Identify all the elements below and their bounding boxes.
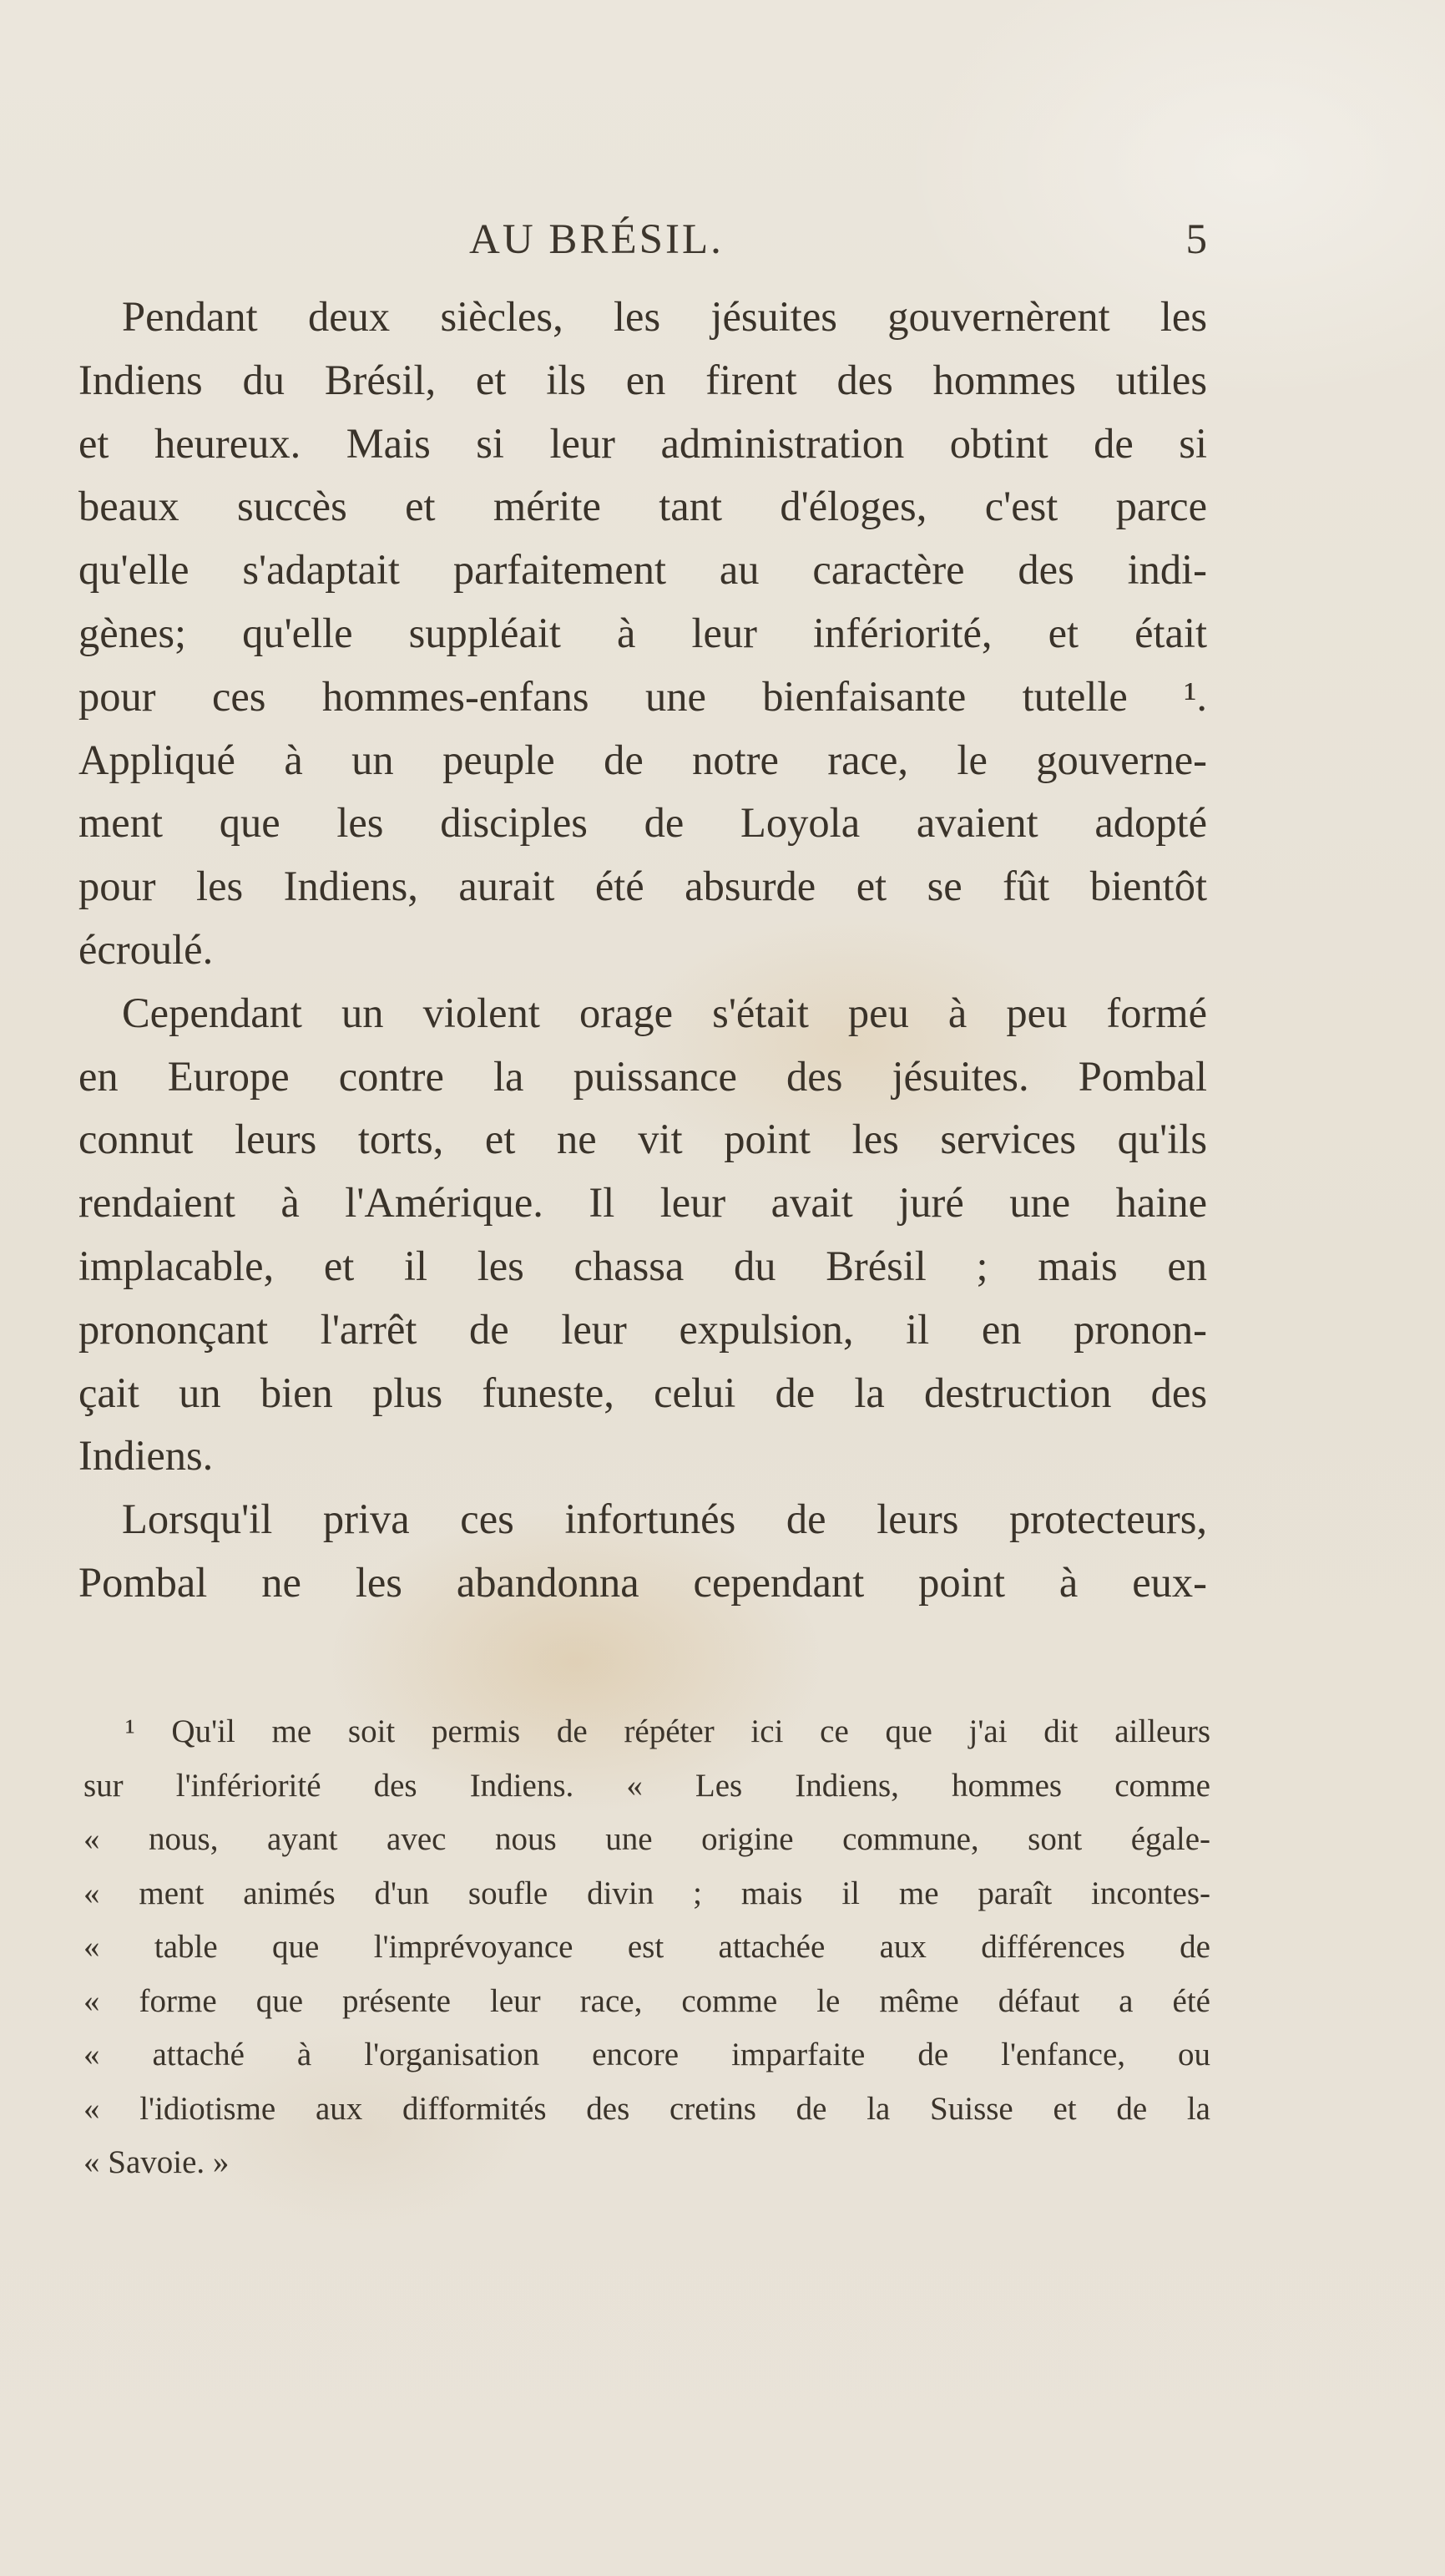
footnote: [83, 1705, 1210, 2190]
text-line: et heureux. Mais si leur administration obtint de si: [78, 419, 1207, 467]
text-line: Appliqué à un peuple de notre race, le gouverne-: [78, 736, 1207, 783]
footnote-line: ¹ Qu'il me soit permis de répéter ici ce que j'ai dit ailleurs: [125, 1713, 1210, 1749]
text-line: Pendant deux siècles, les jésuites gouvernèrent les: [122, 293, 1207, 340]
footnote-line: sur l'infériorité des Indiens. « Les Indiens, hommes comme: [83, 1767, 1210, 1804]
body-text: [78, 286, 1207, 1615]
text-line: çait un bien plus funeste, celui de la destruction des: [78, 1369, 1207, 1416]
footnote-line: « l'idiotisme aux difformités des cretins de la Suisse et de la: [83, 2090, 1210, 2127]
page-header: [78, 215, 1207, 274]
text-line: écroulé.: [78, 925, 214, 973]
footnote-line: « ment animés d'un soufle divin ; mais il me paraît incontes-: [83, 1875, 1210, 1911]
text-line: qu'elle s'adaptait parfaitement au caractère des indi-: [78, 546, 1207, 594]
text-line: Cependant un violent orage s'était peu à peu formé: [122, 989, 1207, 1036]
text-line: gènes; qu'elle suppléait à leur infériorité, et était: [78, 609, 1207, 656]
running-head: AU BRÉSIL.: [469, 216, 724, 263]
text-line: Indiens.: [78, 1432, 214, 1480]
text-line: Pombal ne les abandonna cependant point à eux-: [78, 1558, 1207, 1606]
text-line: rendaient à l'Amérique. Il leur avait juré une haine: [78, 1179, 1207, 1227]
text-line: beaux succès et mérite tant d'éloges, c'est parce: [78, 483, 1207, 530]
text-line: pour les Indiens, aurait été absurde et se fût bientôt: [78, 863, 1207, 910]
footnote-line: « forme que présente leur race, comme le même défaut a été: [83, 1982, 1210, 2019]
text-line: Lorsqu'il priva ces infortunés de leurs protecteurs,: [122, 1495, 1207, 1543]
footnote-line: « Savoie. »: [83, 2144, 230, 2180]
footnote-line: « attaché à l'organisation encore imparfaite de l'enfance, ou: [83, 2037, 1210, 2072]
text-line: en Europe contre la puissance des jésuites. Pombal: [78, 1052, 1207, 1100]
text-line: prononçant l'arrêt de leur expulsion, il en pronon-: [78, 1305, 1207, 1353]
text-line: pour ces hommes-enfans une bienfaisante tutelle ¹.: [78, 672, 1207, 720]
text-line: connut leurs torts, et ne vit point les services qu'ils: [78, 1116, 1207, 1163]
footnote-line: « nous, ayant avec nous une origine commune, sont égale-: [83, 1821, 1210, 1857]
footnote-line: « table que l'imprévoyance est attachée aux différences de: [83, 1929, 1210, 1965]
text-line: ment que les disciples de Loyola avaient adopté: [78, 799, 1207, 847]
text-line: implacable, et il les chassa du Brésil ; mais en: [78, 1242, 1207, 1289]
text-line: Indiens du Brésil, et ils en firent des hommes utiles: [78, 356, 1207, 403]
page-number: 5: [1185, 216, 1207, 263]
